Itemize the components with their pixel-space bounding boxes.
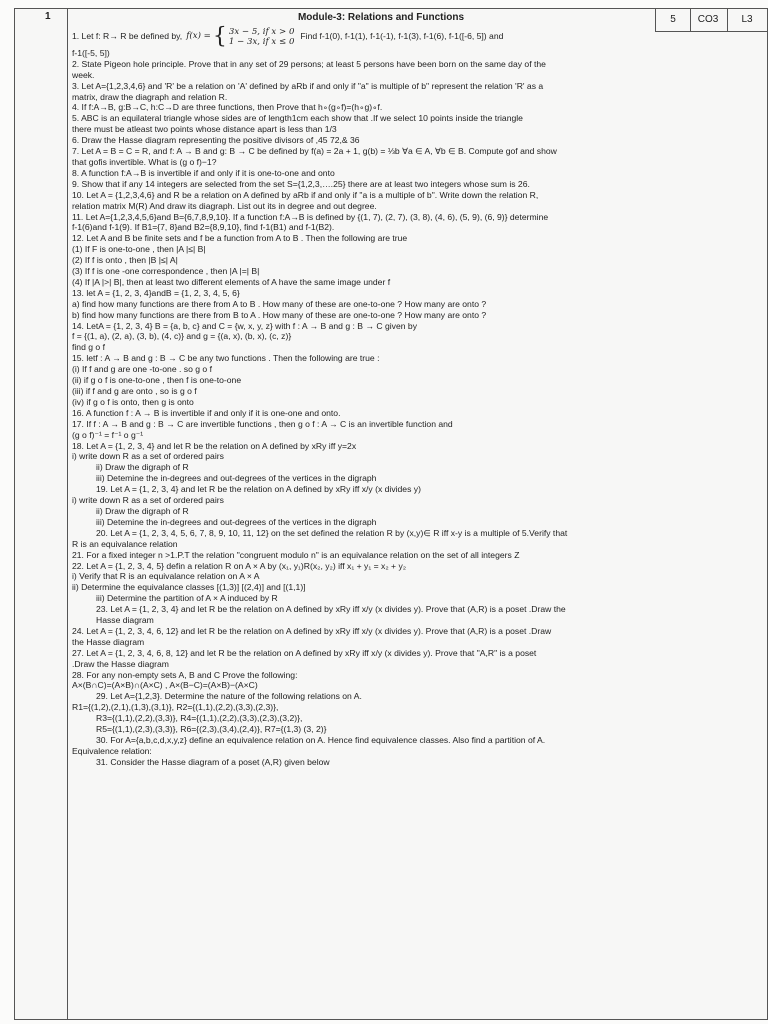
question-line: 16. A function f : A → B is invertible if and only if it is one-one and onto.	[72, 407, 341, 418]
question-line: 31. Consider the Hasse diagram of a poset (A,R) given below	[96, 756, 330, 767]
question-line: 4. If f:A→B, g:B→C, h:C→D are three functions, then Prove that h∘(g∘f)=(h∘g)∘f.	[72, 102, 383, 113]
question-line: iii) Detemine the in-degrees and out-degrees of the vertices in the digraph	[96, 473, 377, 484]
course-outcome-cell: CO3	[689, 9, 728, 32]
q1-suffix: Find f-1(0), f-1(1), f-1(-1), f-1(3), f-1(6), f-1([-6, 5]) and	[300, 31, 504, 42]
question-line: 23. Let A = {1, 2, 3, 4} and let R be the relation on A defined by xRy iff x/y (x divides y). Prove that (A,R) is a poset .Draw the	[96, 604, 566, 615]
level-cell: L3	[727, 9, 767, 32]
question-line: 3. Let A={1,2,3,4,6} and 'R' be a relation on 'A' defined by aRb if and only if "a" is multiple of b" represent the relation 'R' as a	[72, 80, 544, 91]
question-line: (2) If f is onto , then |B |≤| A|	[72, 255, 178, 266]
module-title: Module-3: Relations and Functions	[297, 12, 465, 23]
question-line: matrix, draw the diagraph and relation R.	[72, 91, 228, 102]
question-line: the Hasse diagram	[72, 636, 145, 647]
question-line: 29. Let A={1,2,3}. Determine the nature of the following relations on A.	[96, 691, 362, 702]
piecewise-cases	[229, 27, 295, 47]
question-line: f-1(6)and f-1(9). If B1={7, 8}and B2={8,9,10}, find f-1(B1) and f-1(B2).	[72, 222, 335, 233]
question-line: a) find how many functions are there from A to B . How many of these are one-to-one ? How many are onto ?	[72, 298, 487, 309]
question-line: 10. Let A = {1,2,3,4,6} and R be a relation on A defined by aRb if and only if "a is a multiple of b". Write down the relation R,	[72, 189, 539, 200]
question-line: 20. Let A = {1, 2, 3, 4, 5, 6, 7, 8, 9, 10, 11, 12} on the set defined the relation R by (x,y)∈ R iff x-y is a multiple of 5.Verify that	[96, 527, 568, 538]
question-lines	[72, 59, 650, 768]
question-line: 30. For A={a,b,c,d,x,y,z} define an equivalence relation on A. Hence find equivalence classes. Also find a partition of A.	[96, 735, 546, 745]
question-line: f = {(1, a), (2, a), (3, b), (4, c)} and g = {(a, x), (b, x), (c, z)}	[72, 331, 292, 342]
piecewise-brace: {	[212, 23, 227, 49]
question-line: 11. Let A={1,2,3,4,5,6}and B={6,7,8,9,10}. If a function f:A→B is defined by {(1, 7), (2, 7), (3, 8), (4, 6), (5, 9), (6, 9)} determine	[72, 211, 549, 222]
question-line: R1={(1,2),(2,1),(1,3),(3,1)}, R2={(1,1),(2,2),(3,3),(2,3)},	[72, 702, 279, 713]
question-line: Equivalence relation:	[72, 745, 152, 756]
question-line: there must be atleast two points whose distance apart is less than 1/3	[72, 124, 337, 135]
question-line: i) write down R as a set of ordered pairs	[72, 451, 224, 462]
question-line: (iii) if f and g are onto , so is g o f	[72, 386, 197, 396]
question-line: i) write down R as a set of ordered pairs	[72, 495, 224, 506]
q1-prefix: 1. Let f: R→ R be defined by,	[72, 31, 183, 42]
question-line: .Draw the Hasse diagram	[72, 658, 169, 669]
question-line: 17. If f : A → B and g : B → C are invertible functions , then g o f : A → C is an invertible function and	[72, 418, 453, 429]
question-line: 19. Let A = {1, 2, 3, 4} and let R be the relation on A defined by xRy iff x/y (x divides y)	[96, 484, 421, 495]
question-line: 21. For a fixed integer n >1.P.T the relation "congruent modulo n" is an equivalance relation on the set of all integers Z	[72, 549, 520, 560]
question-line: 15. letf : A → B and g : B → C be any two functions . Then the following are true :	[72, 353, 380, 364]
question-line: 28. For any non-empty sets A, B and C Prove the following:	[72, 669, 298, 680]
question-line: 27. Let A = {1, 2, 3, 4, 6, 8, 12} and let R be the relation on A defined by xRy iff x/y (x divides y). Prove that "A,R" is a poset	[72, 647, 537, 658]
marks-cell: 5	[655, 9, 691, 32]
question-line: R is an equivalance relation	[72, 538, 178, 549]
question-line: 9. Show that if any 14 integers are selected from the set S={1,2,3,….25} there are at least two integers whose sum is 26.	[72, 178, 530, 189]
question-line: (i) If f and g are one -to-one . so g o f	[72, 364, 212, 375]
question-line: (ii) if g o f is one-to-one , then f is one-to-one	[72, 375, 242, 386]
question-line: 13. let A = {1, 2, 3, 4}andB = {1, 2, 3, 4, 5, 6}	[72, 287, 240, 298]
question-line: find g o f	[72, 342, 105, 353]
serial-column	[15, 9, 68, 1019]
question-line: 7. Let A = B = C = R, and f: A → B and g: B → C be defined by f(a) = 2a + 1, g(b) = ⅓b ∀a ∈ A, ∀b ∈ B. Compute gof and show	[72, 146, 557, 157]
question-line: 6. Draw the Hasse diagram representing the positive divisors of ,45 72,& 36	[72, 135, 360, 146]
question-line: A×(B∩C)=(A×B)∩(A×C) , A×(B−C)=(A×B)−(A×C)	[72, 680, 258, 691]
question-line: 2. State Pigeon hole principle. Prove that in any set of 29 persons; at least 5 persons have been born on the same day of the	[72, 58, 546, 69]
question-line: 8. A function f:A→B is invertible if and only if it is one-to-one and onto	[72, 167, 335, 178]
question-line: relation matrix M(R) And draw its diagraph. List out its in degree and out degree.	[72, 200, 377, 211]
question-sheet	[14, 8, 768, 1020]
question-line: (iv) if g o f is onto, then g is onto	[72, 396, 194, 407]
question-line: (4) If |A |>| B|, then at least two different elements of A have the same image under f	[72, 276, 391, 287]
question-line: ii) Draw the digraph of R	[96, 462, 189, 473]
q1-fx: f(x) =	[186, 31, 211, 42]
question-line: 18. Let A = {1, 2, 3, 4} and let R be the relation on A defined by xRy iff y=2x	[72, 440, 357, 451]
question-line: 12. Let A and B be finite sets and f be a function from A to B . Then the following are true	[72, 233, 408, 244]
question-line: ii) Draw the digraph of R	[96, 505, 189, 516]
question-line: (3) If f is one -one correspondence , then |A |=| B|	[72, 266, 260, 277]
question-line: iii) Detemine the in-degrees and out-degrees of the vertices in the digraph	[96, 516, 377, 527]
question-line: 22. Let A = {1, 2, 3, 4, 5} defin a relation R on A × A by (x₁, y₁)R(x₂, y₂) iff x₁ + y₁ = x₂ + y₂	[72, 560, 407, 571]
question-line: Hasse diagram	[96, 615, 154, 626]
question-line: 14. LetA = {1, 2, 3, 4} B = {a, b, c} and C = {w, x, y, z} with f : A → B and g : B → C given by	[72, 320, 417, 331]
question-line: 5. ABC is an equilateral triangle whose sides are of length1cm each show that .If we select 10 points inside the triangle	[72, 113, 523, 124]
question-line: iii) Determine the partition of A × A induced by R	[96, 593, 278, 604]
question-line: R3={(1,1),(2,2),(3,3)}, R4={(1,1),(2,2),(3,3),(2,3),(3,2)},	[96, 713, 303, 724]
question-line: (1) If F is one-to-one , then |A |≤| B|	[72, 244, 206, 255]
question-line: i) Verify that R is an equivalance relation on A × A	[72, 571, 260, 582]
question-line: 24. Let A = {1, 2, 3, 4, 6, 12} and let R be the relation on A defined by xRy iff x/y (x divides y). Prove that (A,R) is a poset .Draw	[72, 625, 552, 636]
question-line: ii) Determine the equivalance classes [(1,3)] [(2,4)] and [(1,1)]	[72, 582, 306, 593]
q1-continuation: f-1([-5, 5])	[72, 47, 110, 58]
question-1	[72, 23, 650, 49]
question-content	[72, 13, 650, 768]
question-line: b) find how many functions are there from B to A . How many of these are one-to-one ? How many are onto ?	[72, 309, 487, 320]
question-line: R5={(1,1),(2,3),(3,3)}, R6={(2,3),(3,4),(2,4)}, R7={(1,3) (3, 2)}	[96, 724, 327, 735]
case-1: 3x − 5, if x > 0	[228, 26, 295, 37]
case-2: 1 − 3x, if x ≤ 0	[228, 36, 295, 47]
serial-number: 1	[45, 11, 51, 22]
question-line: week.	[72, 69, 95, 80]
question-line: that gofis invertible. What is (g o f)−1?	[72, 156, 217, 167]
question-line: (g o f)⁻¹ = f⁻¹ o g⁻¹	[72, 429, 144, 440]
